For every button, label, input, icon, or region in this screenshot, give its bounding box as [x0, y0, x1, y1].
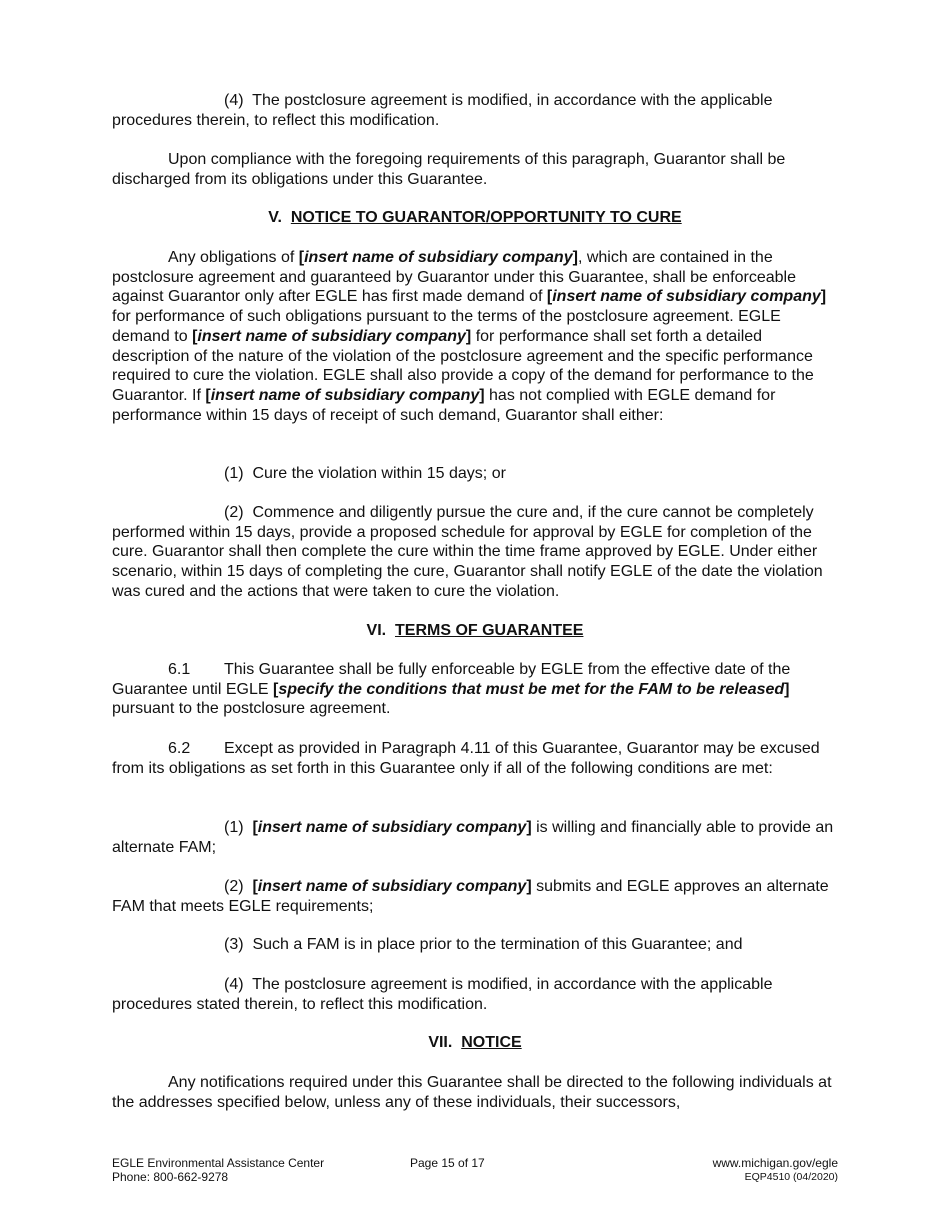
- clause-number: 6.1: [168, 661, 191, 678]
- section-title: NOTICE: [461, 1034, 522, 1051]
- footer-right-block: [713, 1156, 838, 1184]
- item-text: Such a FAM is in place prior to the termination of this Guarantee; and: [252, 936, 743, 953]
- footer-org: EGLE Environmental Assistance Center: [112, 1156, 325, 1170]
- footer-phone: Phone: 800-662-9278: [112, 1170, 229, 1184]
- bracket: ]: [820, 288, 827, 306]
- placeholder-field: insert name of subsidiary company: [304, 249, 573, 266]
- paragraph-notice-obligations: [112, 248, 838, 425]
- page-number: Page 15 of 17: [410, 1156, 485, 1170]
- clause-number: 6.2: [168, 740, 191, 757]
- text-run: Except as provided in Paragraph 4.11 of this Guarantee, Guarantor may be excused from its obligations as set forth in this Guarantee only if all of the following conditions are met:: [112, 740, 820, 777]
- paragraph-item-4: [112, 91, 838, 130]
- condition-item-4: [112, 975, 838, 1014]
- bracket: [: [298, 249, 305, 266]
- item-number: (2): [224, 504, 244, 521]
- placeholder-field: insert name of subsidiary company: [257, 878, 527, 895]
- item-text: Cure the violation within 15 days; or: [252, 465, 506, 482]
- text-run: pursuant to the postclosure agreement.: [112, 700, 391, 718]
- bracket: ]: [784, 680, 790, 698]
- bracket: ]: [526, 819, 532, 836]
- condition-item-3: [112, 935, 838, 955]
- bracket: ]: [479, 386, 485, 404]
- placeholder-field: insert name of subsidiary company: [257, 819, 527, 836]
- text-run: for performance shall set forth a detailed description of the nature of the violation of the postclosure agreement and the specific performance required to cure the violation. EGLE shall also provide a copy of the demand for performance to the Guarantor. If: [112, 327, 814, 404]
- footer-form-number: EQP4510 (04/2020): [744, 1171, 838, 1183]
- discharge-text: Upon compliance with the foregoing requirements of this paragraph, Guarantor shall be discharged from its obligations under this Guarantee.: [112, 151, 786, 188]
- item-text: Commence and diligently pursue the cure and, if the cure cannot be completely performed within 15 days, provide a proposed schedule for approval by EGLE for completion of the cure. Guarantor shall then complete the cure within the time frame approved by EGLE. Under either scenario, within 15 days of completing the cure, Guarantor shall notify EGLE of the date the violation was cured and the actions that were taken to cure the violation.: [112, 504, 823, 600]
- item-number: (2): [224, 878, 244, 895]
- section-title: TERMS OF GUARANTEE: [395, 622, 584, 639]
- bracket: [: [546, 288, 553, 306]
- section-title: NOTICE TO GUARANTOR/OPPORTUNITY TO CURE: [290, 209, 682, 226]
- item-number: (3): [224, 936, 244, 953]
- text-run: Any obligations of: [168, 249, 299, 266]
- footer-org-block: [112, 1156, 324, 1184]
- footer-page-number: [410, 1156, 485, 1170]
- placeholder-field: specify the conditions that must be met for the FAM to be released: [278, 680, 785, 698]
- bracket: ]: [526, 878, 532, 895]
- item-number: (4): [224, 92, 244, 109]
- bracket: [: [252, 878, 258, 895]
- item-number: (1): [224, 819, 244, 836]
- list-item-cure-1: [112, 464, 838, 484]
- paragraph-6-1: [112, 660, 838, 719]
- paragraph-6-2: [112, 739, 838, 778]
- bracket: [: [272, 680, 279, 698]
- condition-item-2: [112, 877, 838, 916]
- text-run: This Guarantee shall be fully enforceable by EGLE from the effective date of the Guarantee until EGLE: [112, 661, 791, 698]
- text-run: submits and EGLE approves an alternate FAM that meets EGLE requirements;: [112, 878, 829, 915]
- paragraph-notice: [112, 1073, 838, 1112]
- item-number: (4): [224, 976, 244, 993]
- text-run: is willing and financially able to provide an alternate FAM;: [112, 819, 834, 856]
- section-heading-vi: [112, 621, 838, 641]
- footer-url[interactable]: www.michigan.gov/egle: [712, 1156, 838, 1170]
- text-run: for performance of such obligations pursuant to the terms of the postclosure agreement. EGLE demand to: [112, 308, 781, 345]
- text-run: has not complied with EGLE demand for performance within 15 days of receipt of such demand, Guarantor shall either:: [112, 386, 776, 424]
- placeholder-field: insert name of subsidiary company: [197, 327, 466, 345]
- bracket: [: [192, 327, 198, 345]
- bracket: [: [252, 819, 258, 836]
- paragraph-discharge: [112, 150, 838, 189]
- section-heading-vii: [112, 1033, 838, 1053]
- text-run: , which are contained in the postclosure agreement and guaranteed by Guarantor under this Guarantee, shall be enforceable against Guarantor only after EGLE has first made demand of: [112, 249, 796, 306]
- item-number: (1): [224, 465, 244, 482]
- placeholder-field: insert name of subsidiary company: [210, 386, 480, 404]
- bracket: ]: [465, 327, 472, 345]
- section-number: VI.: [366, 622, 387, 639]
- list-item-cure-2: [112, 503, 838, 602]
- placeholder-field: insert name of subsidiary company: [552, 288, 821, 306]
- item-text: The postclosure agreement is modified, in accordance with the applicable procedures therein, to reflect this modification.: [112, 92, 773, 129]
- section-number: VII.: [428, 1034, 453, 1051]
- bracket: [: [205, 386, 211, 404]
- section-number: V.: [268, 209, 282, 226]
- item-text: The postclosure agreement is modified, in accordance with the applicable procedures stated therein, to reflect this modification.: [112, 976, 773, 1013]
- notice-text: Any notifications required under this Guarantee shall be directed to the following individuals at the addresses specified below, unless any of these individuals, their successors,: [112, 1074, 832, 1111]
- bracket: ]: [572, 249, 578, 266]
- condition-item-1: [112, 818, 838, 857]
- section-heading-v: [112, 208, 838, 228]
